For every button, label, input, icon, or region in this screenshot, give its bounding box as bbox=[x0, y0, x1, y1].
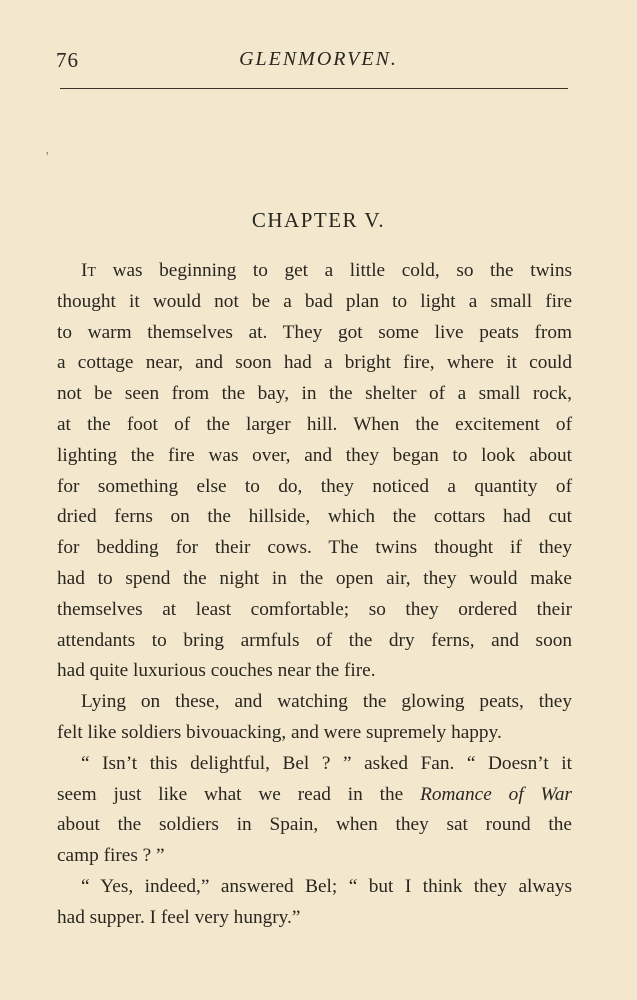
text-line: camp fires ? ” bbox=[57, 845, 165, 867]
drop-small-caps: It bbox=[81, 260, 96, 281]
chapter-title: CHAPTER V. bbox=[251, 208, 386, 232]
text-line: about the soldiers in Spain, when they sat round the bbox=[57, 814, 572, 836]
text-line: a cottage near, and soon had a bright fire, where it could bbox=[57, 352, 572, 374]
text-line: had quite luxurious couches near the fire. bbox=[57, 660, 376, 682]
text-line: not be seen from the bay, in the shelter of a small rock, bbox=[57, 383, 572, 405]
text-line: lighting the fire was over, and they began to look about bbox=[57, 444, 572, 466]
text-line: at the foot of the larger hill. When the excitement of bbox=[57, 413, 572, 435]
page-number: 76 bbox=[56, 48, 79, 72]
text-line: to warm themselves at. They got some live peats from bbox=[57, 321, 572, 343]
text-line: for bedding for their cows. The twins thought if they bbox=[57, 537, 572, 559]
text-line: felt like soldiers bivouacking, and were supremely happy. bbox=[57, 721, 502, 743]
body-text bbox=[57, 256, 572, 934]
text-line: themselves at least comfortable; so they ordered their bbox=[57, 598, 572, 620]
text-line: Lying on these, and watching the glowing peats, they bbox=[81, 691, 572, 713]
text-line: had to spend the night in the open air, they would make bbox=[57, 567, 572, 589]
page-header bbox=[0, 48, 637, 78]
italic-title: Romance of War bbox=[420, 783, 572, 805]
header-rule bbox=[60, 88, 568, 89]
text-line: It was beginning to get a little cold, so the twins bbox=[81, 260, 572, 281]
text-line: “ Isn’t this delightful, Bel ? ” asked Fan. “ Doesn’t it bbox=[81, 752, 572, 774]
text-line: for something else to do, they noticed a quantity of bbox=[57, 475, 572, 497]
text-line: “ Yes, indeed,” answered Bel; “ but I think they always bbox=[81, 875, 572, 897]
text-line: dried ferns on the hillside, which the cottars had cut bbox=[57, 506, 572, 528]
running-title: GLENMORVEN. bbox=[239, 48, 398, 70]
text-line: attendants to bring armfuls of the dry ferns, and soon bbox=[57, 629, 572, 651]
text-line: had supper. I feel very hungry.” bbox=[57, 906, 301, 928]
stray-mark: ' bbox=[46, 150, 49, 165]
text-line: thought it would not be a bad plan to light a small fire bbox=[57, 290, 572, 312]
text-line: seem just like what we read in the Romance of War bbox=[57, 783, 572, 805]
